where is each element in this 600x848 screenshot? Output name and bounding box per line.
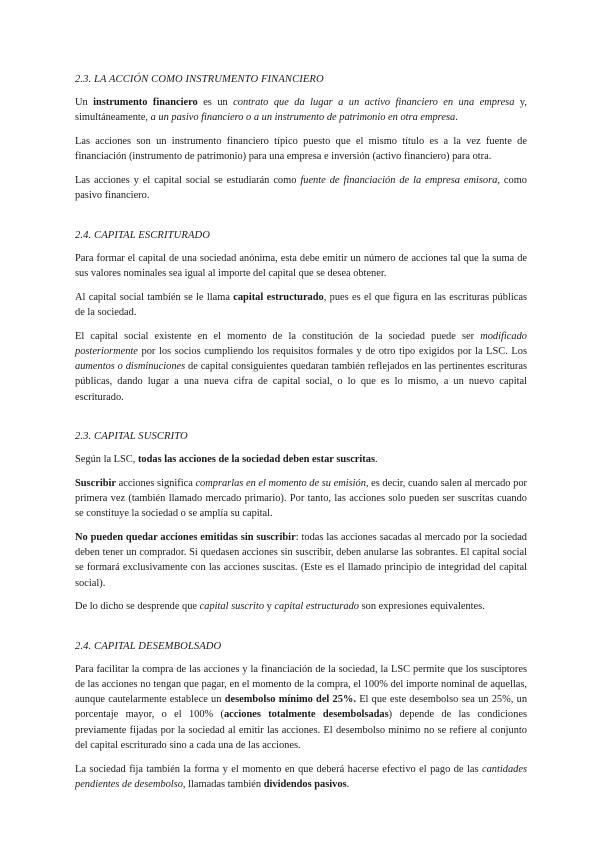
paragraph: Para facilitar la compra de las acciones y la financiación de la sociedad, la LSC permite que los susciptores de las acciones no tengan que pagar, en el momento de la compra, el 100% del importe nominal de aquellas, aunque cautelarmente establece un desembolso mínimo del 25%. El que este desembolso sea un 25%, un porcentaje mayor, o el 100% (acciones totalmente desembolsadas) depende de las condiciones previamente fijadas por la sociedad al emitir las acciones. El desembolso mínimo no se refiere al conjunto del capital escriturado sino a cada una de las acciones. (75, 663, 528, 751)
document-page (75, 62, 527, 816)
section-capital-escriturado (75, 228, 527, 405)
section-capital-suscrito (75, 429, 527, 615)
paragraph: Al capital social también se le llama capital estructurado, pues es el que figura en las escrituras públicas de la sociedad. (75, 291, 527, 319)
paragraph: Un instrumento financiero es un contrato que da lugar a un activo financiero en una empresa y, simultáneamente, a un pasivo financiero o a un instrumento de patrimonio en otra empresa. (75, 97, 528, 124)
paragraph: Las acciones y el capital social se estudiarán como fuente de financiación de la empresa emisora, como pasivo financiero. (75, 175, 528, 202)
section-heading: 2.4. CAPITAL DESEMBOLSADO (75, 640, 222, 652)
paragraph: Según la LSC, todas las acciones de la sociedad deben estar suscritas. (75, 454, 378, 466)
section-accion-instrumento (75, 72, 527, 204)
section-heading: 2.3. LA ACCIÓN COMO INSTRUMENTO FINANCIERO (75, 74, 324, 85)
paragraph: De lo dicho se desprende que capital suscrito y capital estructurado son expresiones equivalentes. (75, 601, 485, 613)
paragraph: La sociedad fija también la forma y el momento en que deberá hacerse efectivo el pago de las cantidades pendientes de desembolso, llamadas también dividendos pasivos. (75, 763, 527, 790)
paragraph: Suscribir acciones significa comprarlas en el momento de su emisión, es decir, cuando salen al mercado por primera vez (también llamado mercado primario). Por tanto, las acciones solo pueden ser suscritas cuando se constituye la sociedad o se amplía su capital. (75, 477, 527, 520)
paragraph: Las acciones son un instrumento financiero típico puesto que el mismo título es a la vez fuente de financiación (instrumento de patrimonio) para una empresa e inversión (activo financiero) para otra. (75, 136, 527, 163)
paragraph: Para formar el capital de una sociedad anónima, esta debe emitir un número de acciones tal que la suma de sus valores nominales sea igual al importe del capital que se desea obtener. (75, 252, 527, 280)
section-capital-desembolsado (75, 639, 527, 792)
paragraph: El capital social existente en el momento de la constitución de la sociedad puede ser modificado posteriormente por los socios cumpliendo los requisitos formales y de otro tipo exigidos por la LSC. Los aumentos o disminuciones de capital consiguientes quedaran también reflejados en las pertinentes escrituras públicas, dando lugar a una nueva cifra de capital social, o lo que es lo mismo, a un nuevo capital escriturado. (75, 330, 528, 403)
paragraph: No pueden quedar acciones emitidas sin suscribir: todas las acciones sacadas al mercado por la sociedad deben tener un comprador. Si quedasen acciones sin suscribir, deben anularse las sobrantes. El capital social se formará exclusivamente con las acciones suscitas. (Este es el llamado principio de integridad del capital social). (75, 532, 527, 589)
section-heading: 2.3. CAPITAL SUSCRITO (75, 430, 188, 442)
section-heading: 2.4. CAPITAL ESCRITURADO (75, 229, 211, 241)
